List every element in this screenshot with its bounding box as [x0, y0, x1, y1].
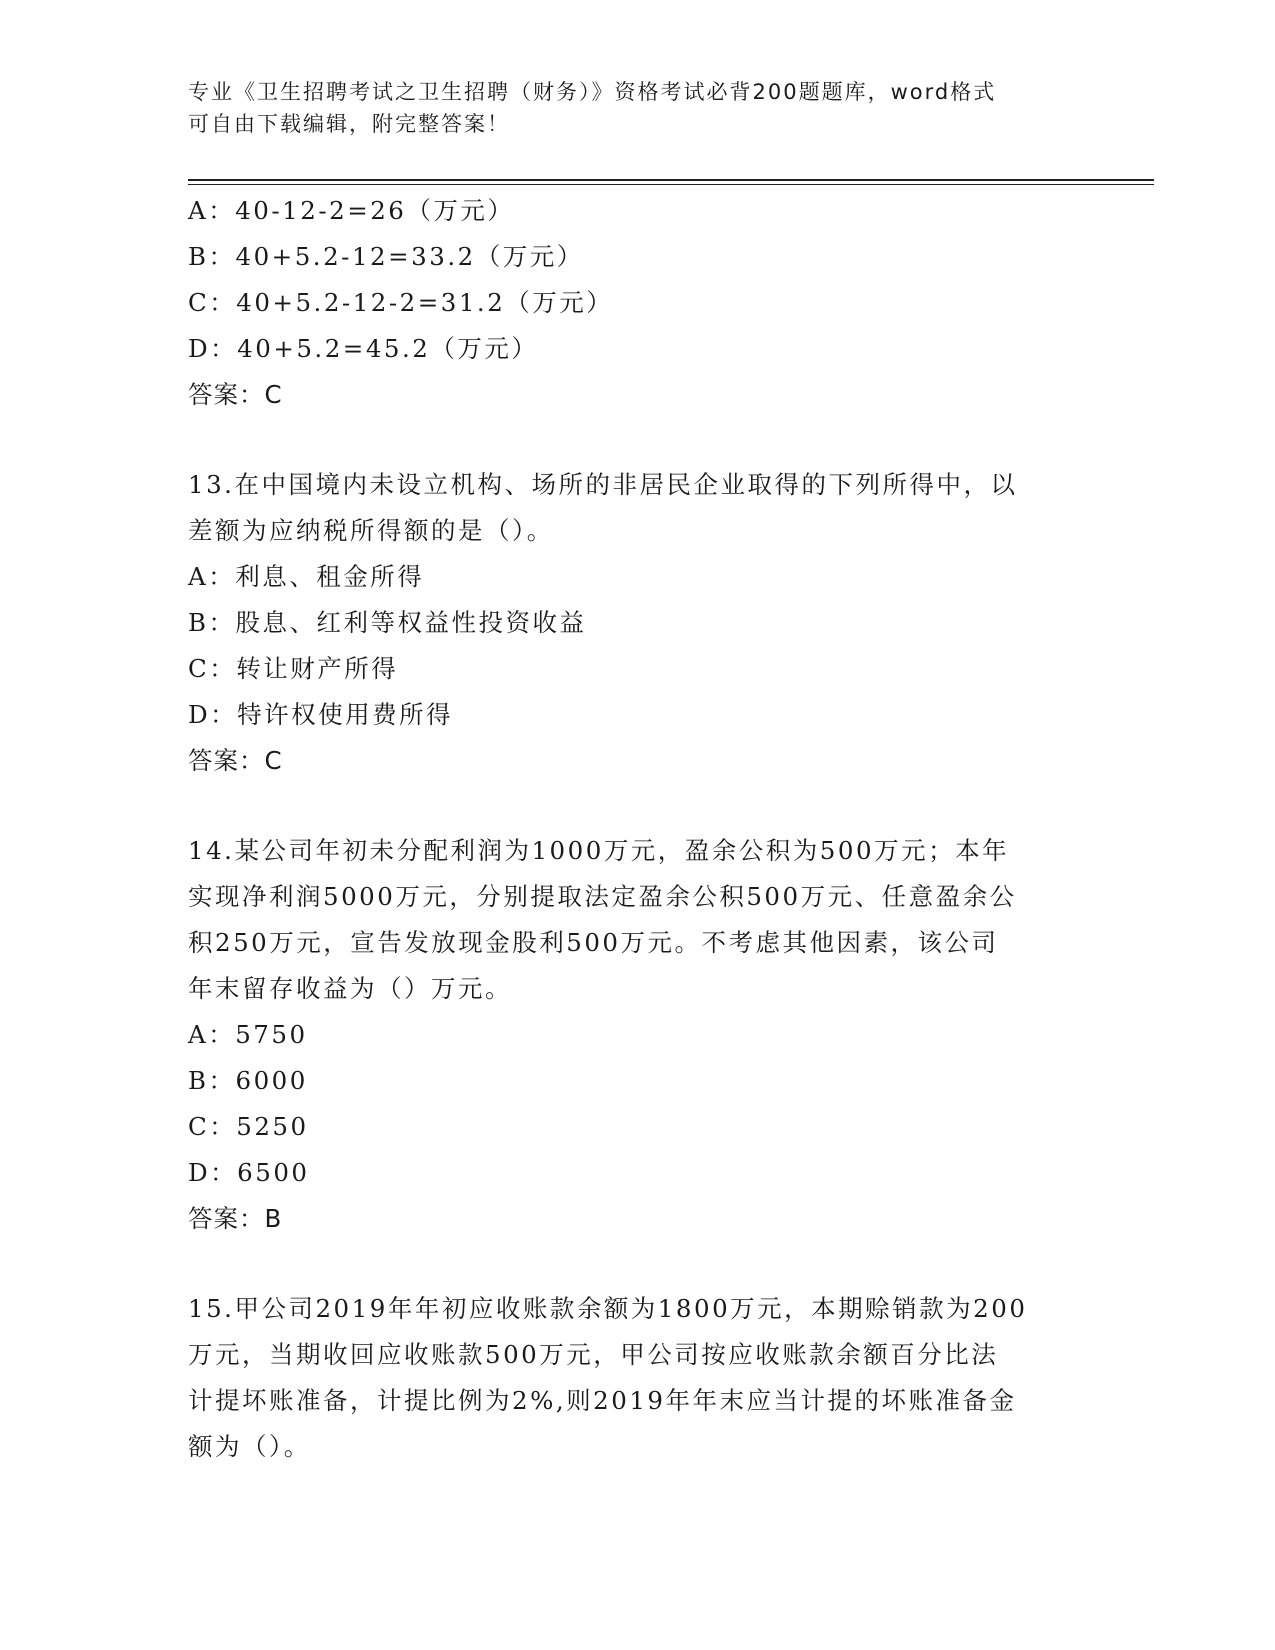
- answer-line: 答案：B: [188, 1204, 283, 1233]
- spacer: [188, 784, 1088, 828]
- question-13: [188, 462, 1088, 784]
- question-14: [188, 828, 1088, 1242]
- question-stem-line: 实现净利润5000万元，分别提取法定盈余公积500万元、任意盈余公: [188, 882, 1017, 911]
- question-15: [188, 1286, 1088, 1470]
- spacer: [188, 418, 1088, 462]
- option-b: B：6000: [188, 1066, 308, 1095]
- question-stem-line: 计提坏账准备，计提比例为2%,则2019年年末应当计提的坏账准备金: [188, 1386, 1017, 1415]
- spacer: [188, 1242, 1088, 1286]
- question-12: [188, 188, 1088, 418]
- question-stem-line: 15.甲公司2019年年初应收账款余额为1800万元，本期赊销款为200: [188, 1294, 1028, 1323]
- option-c: C：转让财产所得: [188, 654, 399, 683]
- header-line-2: 可自由下载编辑，附完整答案！: [188, 112, 510, 136]
- question-list: [188, 188, 1088, 1470]
- option-a: A：利息、租金所得: [188, 562, 425, 591]
- option-a: A：40-12-2=26（万元）: [188, 196, 515, 225]
- option-c: C：5250: [188, 1112, 309, 1141]
- option-b: B：40+5.2-12=33.2（万元）: [188, 242, 584, 271]
- question-stem-line: 差额为应纳税所得额的是（）。: [188, 516, 554, 545]
- header-rule-thin: [188, 184, 1154, 185]
- answer-line: 答案：C: [188, 380, 283, 409]
- answer-line: 答案：C: [188, 746, 283, 775]
- option-d: D：特许权使用费所得: [188, 700, 454, 729]
- question-stem-line: 额为（）。: [188, 1432, 311, 1461]
- option-a: A：5750: [188, 1020, 308, 1049]
- option-b: B：股息、红利等权益性投资收益: [188, 608, 587, 637]
- header-rule-thick: [188, 179, 1154, 181]
- option-d: D：6500: [188, 1158, 310, 1187]
- header-line-1: 专业《卫生招聘考试之卫生招聘（财务）》资格考试必背200题题库，word格式: [188, 80, 997, 104]
- document-header: [188, 76, 1068, 140]
- question-stem-line: 年末留存收益为（）万元。: [188, 974, 512, 1003]
- question-stem-line: 13.在中国境内未设立机构、场所的非居民企业取得的下列所得中，以: [188, 470, 1018, 499]
- option-d: D：40+5.2=45.2（万元）: [188, 334, 539, 363]
- question-stem-line: 14.某公司年初未分配利润为1000万元，盈余公积为500万元；本年: [188, 836, 1010, 865]
- question-stem-line: 积250万元，宣告发放现金股利500万元。不考虑其他因素，该公司: [188, 928, 999, 957]
- question-stem-line: 万元，当期收回应收账款500万元，甲公司按应收账款余额百分比法: [188, 1340, 999, 1369]
- option-c: C：40+5.2-12-2=31.2（万元）: [188, 288, 614, 317]
